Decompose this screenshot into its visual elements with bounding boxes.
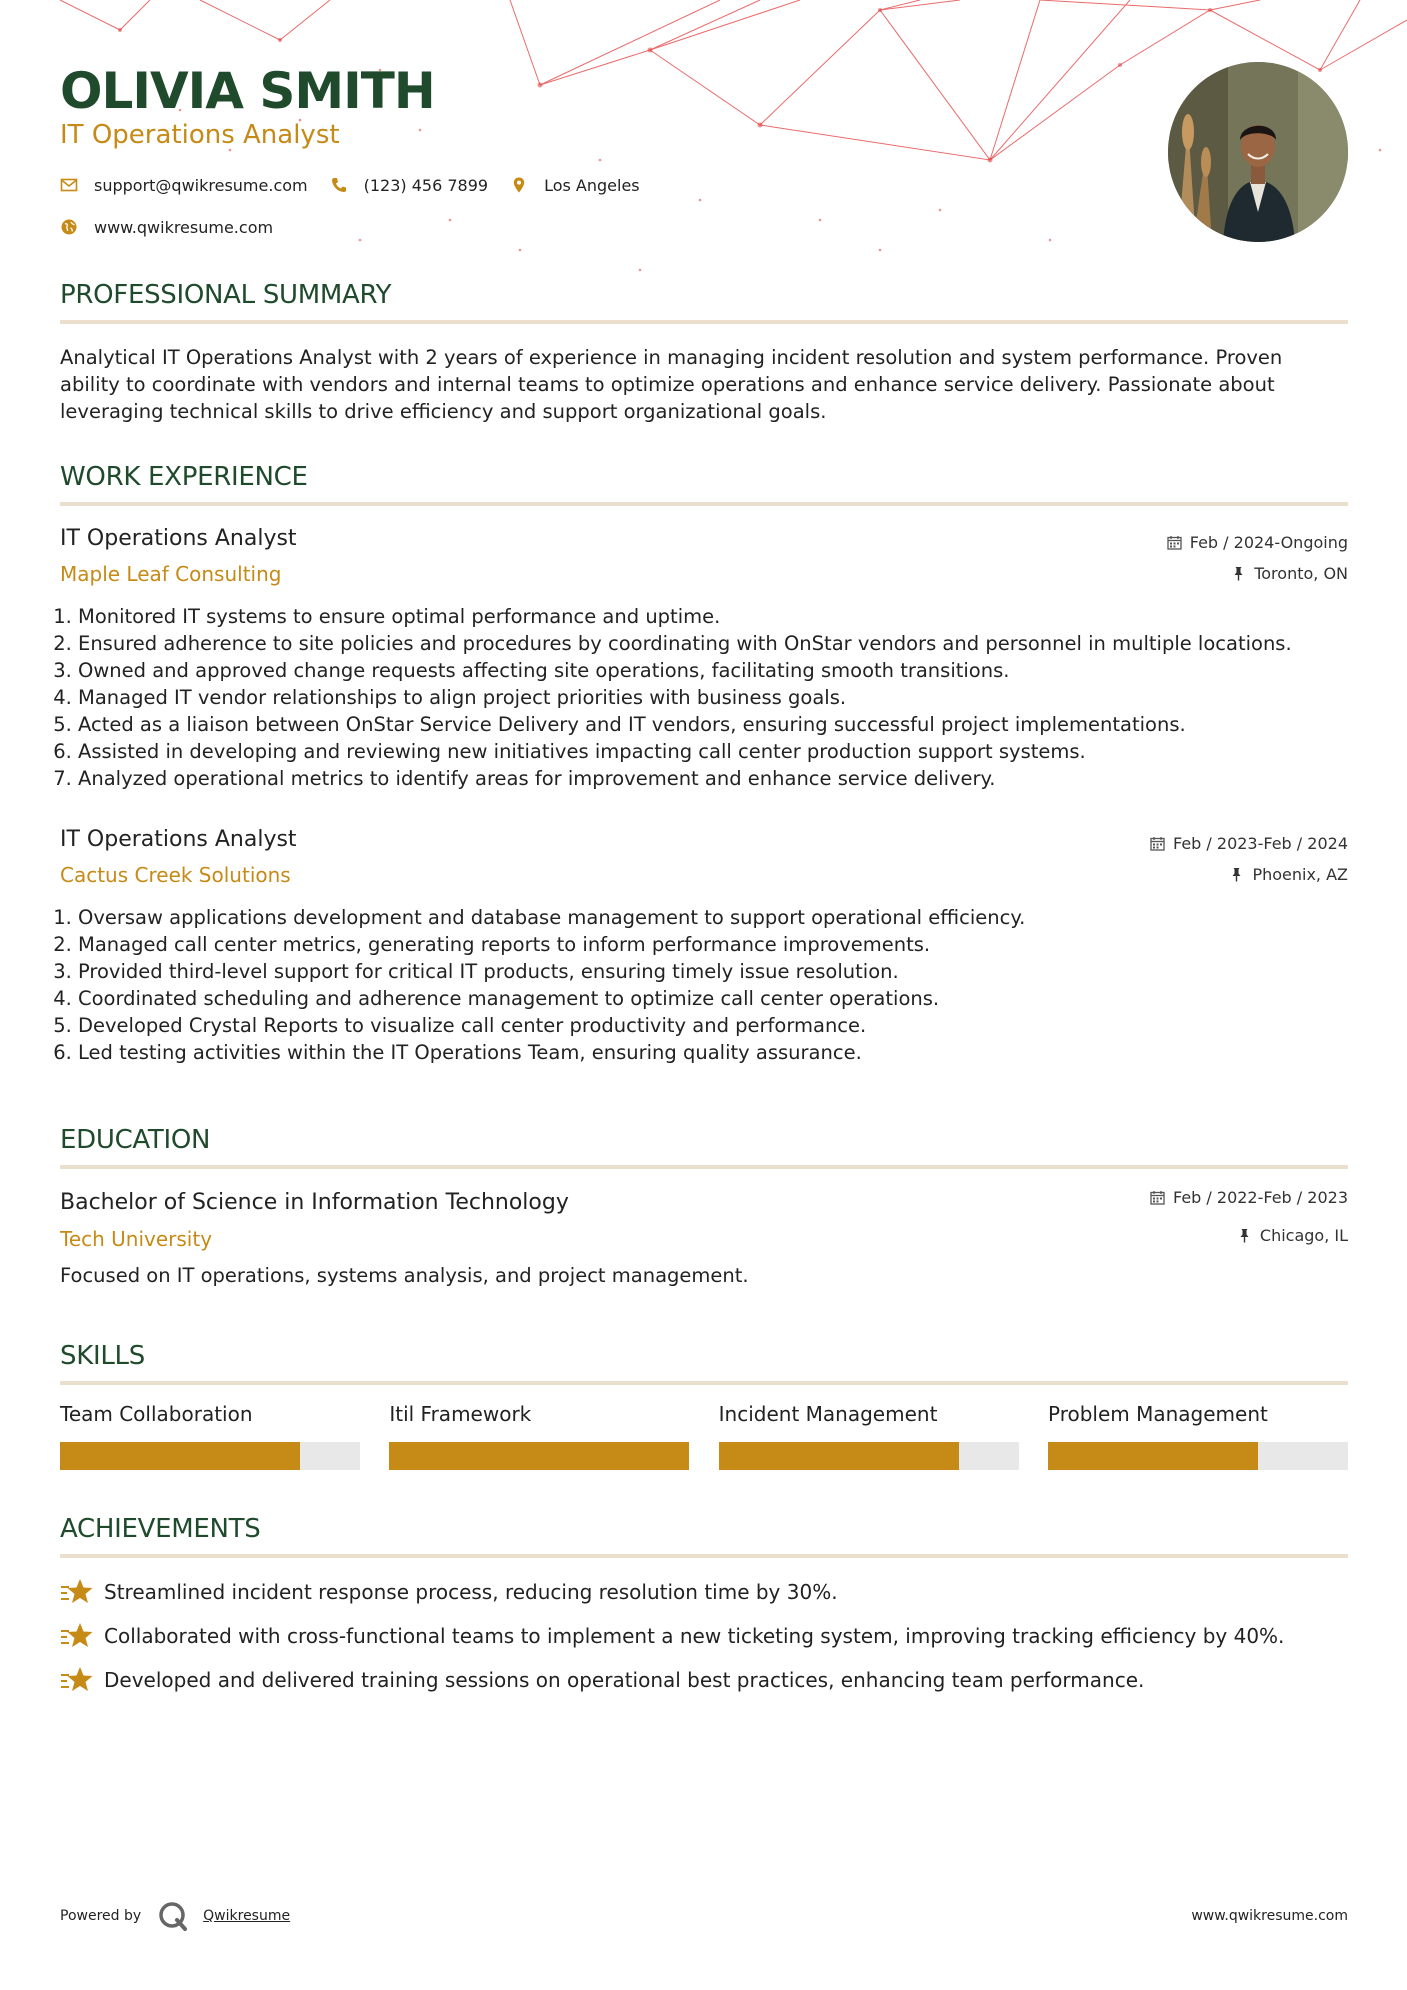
- phone-text: (123) 456 7899: [363, 175, 489, 195]
- job-dates: [1167, 533, 1348, 552]
- section-divider: [60, 1165, 1348, 1169]
- candidate-name: OLIVIA SMITH: [60, 62, 435, 120]
- skill-bar: [389, 1442, 689, 1470]
- globe-icon: [60, 218, 78, 236]
- pushpin-icon: [1231, 566, 1246, 581]
- contact-website[interactable]: [60, 218, 273, 237]
- qwikresume-link[interactable]: Qwikresume: [203, 1908, 291, 1924]
- summary-section-header: [60, 280, 1348, 324]
- skills-list: [60, 1402, 1348, 1470]
- job-dates-text: Feb / 2023-Feb / 2024: [1173, 834, 1348, 853]
- skill-bar: [60, 1442, 360, 1470]
- job-bullet: 2. Ensured adherence to site policies and procedures by coordinating with OnStar vendors and personnel in multiple locations.: [78, 630, 1348, 657]
- star-icon: [60, 1577, 94, 1607]
- powered-by: [60, 1900, 1348, 1932]
- job-bullet: 3. Owned and approved change requests affecting site operations, facilitating smooth transitions.: [78, 657, 1348, 684]
- skill-item: [1048, 1402, 1348, 1470]
- summary-text: Analytical IT Operations Analyst with 2 years of experience in managing incident resolution and system performance. Proven ability to coordinate with vendors and internal teams to optimize operations and enhance service delivery. Passionate about leveraging technical skills to drive efficiency and support organizational goals.: [60, 346, 1283, 423]
- contact-email[interactable]: [60, 176, 308, 195]
- contact-row: [60, 172, 662, 198]
- skill-bar: [1048, 1442, 1348, 1470]
- skill-bar: [719, 1442, 1019, 1470]
- job-bullet: 5. Developed Crystal Reports to visualize call center productivity and performance.: [78, 1012, 1348, 1039]
- job-title: IT Operations Analyst: [60, 526, 297, 551]
- achievement-text: Developed and delivered training sessions on operational best practices, enhancing team performance.: [104, 1668, 1145, 1692]
- qwikresume-logo-icon: [157, 1900, 189, 1932]
- envelope-icon: [60, 176, 78, 194]
- achievements-heading: ACHIEVEMENTS: [60, 1514, 261, 1544]
- calendar-icon: [1150, 1190, 1165, 1205]
- achievement-text: Streamlined incident response process, reducing resolution time by 30%.: [104, 1580, 838, 1604]
- footer: [60, 1900, 1348, 1932]
- summary-heading: PROFESSIONAL SUMMARY: [60, 280, 392, 310]
- education-location-text: Chicago, IL: [1259, 1226, 1348, 1245]
- job-company: Maple Leaf Consulting: [60, 562, 282, 586]
- education-dates-text: Feb / 2022-Feb / 2023: [1173, 1188, 1348, 1207]
- contact-location: [510, 176, 640, 195]
- calendar-icon: [1167, 535, 1182, 550]
- email-text: support@qwikresume.com: [94, 175, 308, 195]
- skill-bar-fill: [60, 1442, 300, 1470]
- achievement-item: [60, 1614, 1348, 1658]
- section-divider: [60, 320, 1348, 324]
- section-divider: [60, 1381, 1348, 1385]
- calendar-icon: [1150, 836, 1165, 851]
- job-location: [1229, 865, 1348, 884]
- job-bullet: 6. Led testing activities within the IT Operations Team, ensuring quality assurance.: [78, 1039, 1348, 1066]
- profile-photo-illustration: [1168, 62, 1348, 242]
- job-location-text: Toronto, ON: [1254, 564, 1348, 583]
- achievement-item: [60, 1658, 1348, 1702]
- profile-photo: [1168, 62, 1348, 242]
- degree-title: Bachelor of Science in Information Technology: [60, 1190, 569, 1215]
- job-bullets: [60, 904, 1348, 1066]
- skill-item: [389, 1402, 689, 1470]
- skills-heading: SKILLS: [60, 1341, 145, 1371]
- job-bullet: 1. Monitored IT systems to ensure optimal performance and uptime.: [78, 603, 1348, 630]
- map-pin-icon: [510, 176, 528, 194]
- job-location: [1231, 564, 1348, 583]
- skill-label: Team Collaboration: [60, 1402, 253, 1426]
- school-name: Tech University: [60, 1227, 213, 1251]
- contact-phone[interactable]: [330, 176, 488, 195]
- skill-bar-fill: [389, 1442, 689, 1470]
- job-title: IT Operations Analyst: [60, 827, 297, 852]
- job-bullet: 5. Acted as a liaison between OnStar Service Delivery and IT vendors, ensuring successful project implementations.: [78, 711, 1348, 738]
- job-bullet: 4. Managed IT vendor relationships to align project priorities with business goals.: [78, 684, 1348, 711]
- job-bullet: 2. Managed call center metrics, generating reports to inform performance improvements.: [78, 931, 1348, 958]
- education-section-header: [60, 1125, 1348, 1169]
- job-bullet: 6. Assisted in developing and reviewing new initiatives impacting call center production support systems.: [78, 738, 1348, 765]
- contact-row: [60, 214, 662, 240]
- achievements-list: [60, 1570, 1348, 1702]
- education-description: Focused on IT operations, systems analysis, and project management.: [60, 1264, 749, 1287]
- job-dates-text: Feb / 2024-Ongoing: [1189, 533, 1348, 552]
- pushpin-icon: [1229, 867, 1244, 882]
- powered-by-label: Powered by: [60, 1908, 142, 1924]
- skill-label: Itil Framework: [389, 1402, 532, 1426]
- website-text: www.qwikresume.com: [94, 217, 274, 237]
- education-dates: [1150, 1188, 1348, 1207]
- pushpin-icon: [1237, 1228, 1252, 1243]
- experience-section-header: [60, 462, 1348, 506]
- phone-icon: [330, 176, 348, 194]
- star-icon: [60, 1621, 94, 1651]
- job-bullet: 4. Coordinated scheduling and adherence management to optimize call center operations.: [78, 985, 1348, 1012]
- skill-bar-fill: [719, 1442, 959, 1470]
- job-bullet: 7. Analyzed operational metrics to identify areas for improvement and enhance service delivery.: [78, 765, 1348, 792]
- contact-block: [60, 172, 662, 240]
- skill-bar-fill: [1048, 1442, 1258, 1470]
- job-bullet: 1. Oversaw applications development and database management to support operational efficiency.: [78, 904, 1348, 931]
- skill-label: Problem Management: [1047, 1402, 1268, 1426]
- experience-heading: WORK EXPERIENCE: [60, 462, 308, 492]
- achievement-text: Collaborated with cross-functional teams to implement a new ticketing system, improving tracking efficiency by 40%.: [104, 1624, 1285, 1648]
- achievement-item: [60, 1570, 1348, 1614]
- skills-section-header: [60, 1341, 1348, 1385]
- job-company: Cactus Creek Solutions: [60, 863, 291, 887]
- job-location-text: Phoenix, AZ: [1252, 865, 1348, 884]
- education-location: [1237, 1226, 1348, 1245]
- footer-website[interactable]: www.qwikresume.com: [1191, 1908, 1348, 1924]
- location-text: Los Angeles: [544, 175, 640, 195]
- achievements-section-header: [60, 1514, 1348, 1558]
- section-divider: [60, 502, 1348, 506]
- skill-item: [719, 1402, 1019, 1470]
- section-divider: [60, 1554, 1348, 1558]
- candidate-title: IT Operations Analyst: [60, 120, 340, 150]
- job-bullet: 3. Provided third-level support for critical IT products, ensuring timely issue resolution.: [78, 958, 1348, 985]
- skill-label: Incident Management: [718, 1402, 938, 1426]
- job-dates: [1150, 834, 1348, 853]
- education-heading: EDUCATION: [60, 1125, 211, 1155]
- star-icon: [60, 1665, 94, 1695]
- job-bullets: [60, 603, 1348, 792]
- skill-item: [60, 1402, 360, 1470]
